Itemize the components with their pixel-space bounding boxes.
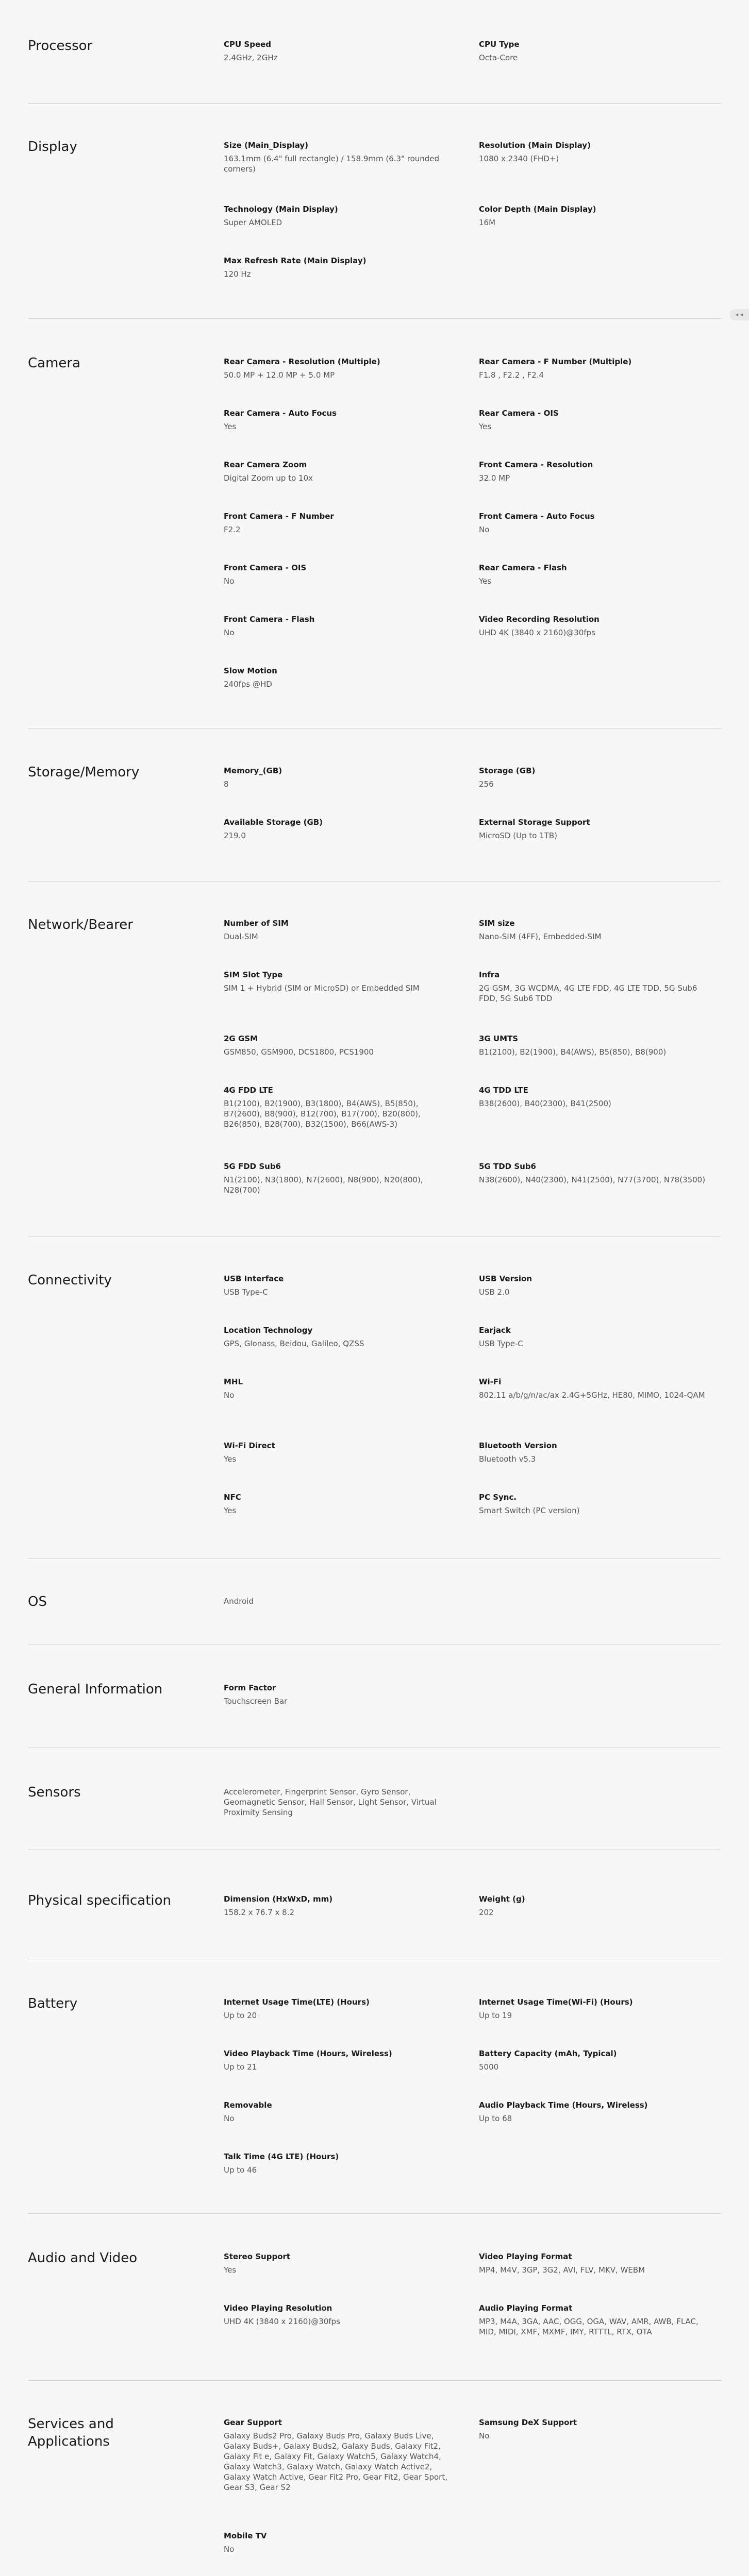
- spec-pc-sync: [479, 1492, 706, 1516]
- spec-label: Earjack: [479, 1326, 511, 1335]
- spec-value: Yes: [224, 1506, 237, 1515]
- spec-display-refresh: [224, 256, 451, 279]
- section-title-services: Services and Applications: [28, 2416, 114, 2449]
- spec-gear-support: [224, 2417, 451, 2493]
- spec-rear-flash: [479, 563, 706, 586]
- spec-video-playback: [224, 2048, 451, 2072]
- spec-label: Audio Playing Format: [479, 2303, 573, 2313]
- spec-cpu-speed: [224, 39, 451, 63]
- spec-value: 802.11 a/b/g/n/ac/ax 2.4G+5GHz, HE80, MIMO, 1024-QAM: [479, 1391, 705, 1400]
- spec-value: 158.2 x 76.7 x 8.2: [224, 1908, 295, 1917]
- spec-label: Internet Usage Time(LTE) (Hours): [224, 1997, 370, 2007]
- spec-front-fnumber: [224, 511, 451, 535]
- spec-value: Up to 46: [224, 2165, 257, 2175]
- spec-display-size: [224, 140, 451, 174]
- spec-display-color-depth: [479, 204, 706, 228]
- spec-value: USB Type-C: [479, 1339, 523, 1348]
- spec-label: Rear Camera Zoom: [224, 460, 307, 469]
- spec-label: SIM size: [479, 919, 515, 928]
- spec-label: Front Camera - Auto Focus: [479, 512, 595, 521]
- spec-3g-umts: [479, 1033, 706, 1057]
- spec-label: Color Depth (Main Display): [479, 205, 596, 214]
- spec-value: N1(2100), N3(1800), N7(2600), N8(900), N20(800), N28(700): [224, 1175, 423, 1195]
- spec-value: Up to 21: [224, 2062, 257, 2072]
- spec-rear-resolution: [224, 357, 451, 380]
- spec-label: Front Camera - F Number: [224, 512, 334, 521]
- spec-label: 3G UMTS: [479, 1034, 519, 1043]
- section-divider: [28, 103, 721, 104]
- spec-value: 219.0: [224, 831, 246, 840]
- spec-value: No: [224, 2545, 235, 2554]
- section-divider: [28, 2213, 721, 2214]
- spec-video-playing-resolution: [224, 2303, 451, 2327]
- spec-label: Size (Main_Display): [224, 141, 308, 150]
- spec-value: F2.2: [224, 525, 241, 534]
- spec-value: Nano-SIM (4FF), Embedded-SIM: [479, 932, 602, 941]
- spec-label: Mobile TV: [224, 2531, 267, 2540]
- spec-label: Wi-Fi: [479, 1377, 502, 1386]
- spec-value: No: [224, 577, 235, 586]
- spec-label: Number of SIM: [224, 919, 289, 928]
- spec-value: Galaxy Buds2 Pro, Galaxy Buds Pro, Galaxy Buds Live, Galaxy Buds+, Galaxy Buds2, Galaxy Buds, Galaxy Fit2, Galaxy Fit e, Galaxy Fit, Galaxy Watch5, Galaxy Watch4, Galaxy Watch3, Galaxy Watch, Galaxy Watch Active2, Galaxy Watch Active, Gear Fit2 Pro, Gear Fit2, Gear Sport, Gear S3, Gear S2: [224, 2431, 447, 2492]
- spec-front-ois: [224, 563, 451, 586]
- section-title-os: OS: [28, 1594, 47, 1609]
- spec-label: Samsung DeX Support: [479, 2418, 577, 2427]
- spec-label: Form Factor: [224, 1683, 276, 1692]
- spec-4g-tdd-lte: [479, 1085, 706, 1109]
- spec-value: 5000: [479, 2062, 499, 2072]
- spec-value: MP3, M4A, 3GA, AAC, OGG, OGA, WAV, AMR, AWB, FLAC, MID, MIDI, XMF, MXMF, IMY, RTTTL, RTX, OTA: [479, 2317, 698, 2336]
- spec-talk-time: [224, 2151, 451, 2175]
- spec-value: 50.0 MP + 12.0 MP + 5.0 MP: [224, 370, 335, 380]
- spec-value: Yes: [224, 1454, 237, 1464]
- spec-label: Internet Usage Time(Wi-Fi) (Hours): [479, 1997, 633, 2007]
- spec-value: Super AMOLED: [224, 218, 282, 227]
- section-divider: [28, 881, 721, 882]
- spec-rear-fnumber: [479, 357, 706, 380]
- spec-video-recording: [479, 614, 706, 638]
- spec-label: CPU Type: [479, 40, 520, 49]
- spec-label: Resolution (Main Display): [479, 141, 591, 150]
- spec-usb-interface: [224, 1274, 451, 1297]
- spec-value: 8: [224, 779, 229, 789]
- spec-mobile-tv: [224, 2531, 451, 2554]
- spec-value: 2G GSM, 3G WCDMA, 4G LTE FDD, 4G LTE TDD, 5G Sub6 FDD, 5G Sub6 TDD: [479, 984, 697, 1003]
- spec-rear-ois: [479, 408, 706, 432]
- spec-removable: [224, 2100, 451, 2124]
- spec-label: Front Camera - Resolution: [479, 460, 593, 469]
- section-title-connectivity: Connectivity: [28, 1273, 112, 1288]
- spec-value: Up to 68: [479, 2114, 512, 2123]
- os-value: Android: [224, 1597, 254, 1606]
- spec-value: Up to 20: [224, 2011, 257, 2020]
- spec-value: 163.1mm (6.4" full rectangle) / 158.9mm (6.3" rounded corners): [224, 154, 440, 174]
- spec-label: 5G FDD Sub6: [224, 1162, 281, 1171]
- section-divider: [28, 1236, 721, 1237]
- spec-value: B1(2100), B2(1900), B3(1800), B4(AWS), B5(850), B7(2600), B8(900), B12(700), B17(700), B20(800), B26(850), B28(700), B32(1500), B66(AWS-3): [224, 1099, 421, 1129]
- spec-value: 240fps @HD: [224, 680, 272, 689]
- spec-label: Weight (g): [479, 1894, 525, 1904]
- spec-value: 120 Hz: [224, 269, 251, 279]
- spec-mhl: [224, 1377, 451, 1400]
- spec-label: Memory_(GB): [224, 766, 282, 775]
- spec-value: 256: [479, 779, 494, 789]
- spec-rear-autofocus: [224, 408, 451, 432]
- spec-value: UHD 4K (3840 x 2160)@30fps: [479, 628, 595, 637]
- spec-label: External Storage Support: [479, 818, 590, 827]
- spec-label: Wi-Fi Direct: [224, 1441, 275, 1450]
- spec-value: GPS, Glonass, Beidou, Galileo, QZSS: [224, 1339, 364, 1348]
- spec-form-factor: [224, 1683, 451, 1706]
- spec-nfc: [224, 1492, 451, 1516]
- spec-value: USB Type-C: [224, 1287, 268, 1297]
- spec-external-storage: [479, 817, 706, 841]
- spec-value: Yes: [479, 422, 492, 431]
- spec-label: 4G FDD LTE: [224, 1086, 273, 1095]
- spec-label: Audio Playback Time (Hours, Wireless): [479, 2100, 648, 2110]
- spec-label: Technology (Main Display): [224, 205, 338, 214]
- spec-wifi-direct: [224, 1440, 451, 1464]
- spec-label: Max Refresh Rate (Main Display): [224, 256, 367, 265]
- spec-value: USB 2.0: [479, 1287, 510, 1297]
- spec-label: Talk Time (4G LTE) (Hours): [224, 2152, 339, 2161]
- spec-front-resolution: [479, 460, 706, 483]
- spec-label: CPU Speed: [224, 40, 272, 49]
- spec-value: F1.8 , F2.2 , F2.4: [479, 370, 544, 380]
- spec-usb-version: [479, 1274, 706, 1297]
- spec-cpu-type: [479, 39, 706, 63]
- spec-earjack: [479, 1325, 706, 1349]
- section-divider: [28, 318, 721, 319]
- spec-bluetooth-version: [479, 1440, 706, 1464]
- section-title-storage: Storage/Memory: [28, 765, 140, 780]
- spec-label: NFC: [224, 1493, 241, 1502]
- spec-value: No: [479, 525, 490, 534]
- spec-label: Available Storage (GB): [224, 818, 323, 827]
- spec-audio-playback: [479, 2100, 706, 2124]
- spec-label: PC Sync.: [479, 1493, 517, 1502]
- spec-value: Smart Switch (PC version): [479, 1506, 580, 1515]
- spec-value: Up to 19: [479, 2011, 512, 2020]
- spec-location-technology: [224, 1325, 451, 1349]
- spec-value: Yes: [479, 577, 492, 586]
- spec-audio-playing-format: [479, 2303, 706, 2337]
- spec-value: Yes: [224, 2265, 237, 2275]
- spec-value: Touchscreen Bar: [224, 1697, 288, 1706]
- spec-label: Slow Motion: [224, 666, 277, 675]
- section-title-display: Display: [28, 139, 77, 155]
- spec-label: 2G GSM: [224, 1034, 258, 1043]
- spec-available-storage: [224, 817, 451, 841]
- spec-value: No: [224, 2114, 235, 2123]
- spec-front-autofocus: [479, 511, 706, 535]
- section-title-sensors: Sensors: [28, 1785, 81, 1800]
- spec-value: GSM850, GSM900, DCS1800, PCS1900: [224, 1047, 374, 1057]
- spec-label: Front Camera - OIS: [224, 563, 307, 572]
- spec-label: Location Technology: [224, 1326, 313, 1335]
- spec-5g-fdd-sub6: [224, 1161, 451, 1195]
- spec-value: Dual-SIM: [224, 932, 258, 941]
- section-title-audio-video: Audio and Video: [28, 2250, 138, 2266]
- spec-label: SIM Slot Type: [224, 970, 283, 979]
- spec-internet-wifi: [479, 1997, 706, 2021]
- section-title-processor: Processor: [28, 38, 93, 54]
- spec-label: Stereo Support: [224, 2252, 291, 2261]
- spec-value: 16M: [479, 218, 496, 227]
- spec-label: Bluetooth Version: [479, 1441, 557, 1450]
- section-divider: [28, 2380, 721, 2381]
- spec-infra: [479, 970, 706, 1004]
- spec-5g-tdd-sub6: [479, 1161, 706, 1185]
- spec-2g-gsm: [224, 1033, 451, 1057]
- spec-label: 5G TDD Sub6: [479, 1162, 536, 1171]
- section-title-battery: Battery: [28, 1996, 78, 2011]
- spec-weight: [479, 1894, 706, 1918]
- spec-value: 2.4GHz, 2GHz: [224, 53, 278, 62]
- spec-value: Digital Zoom up to 10x: [224, 473, 313, 483]
- spec-value: Octa-Core: [479, 53, 518, 62]
- spec-label: Video Playback Time (Hours, Wireless): [224, 2049, 392, 2058]
- spec-value: MicroSD (Up to 1TB): [479, 831, 558, 840]
- spec-value: Bluetooth v5.3: [479, 1454, 536, 1464]
- spec-label: Rear Camera - Flash: [479, 563, 567, 572]
- spec-value: SIM 1 + Hybrid (SIM or MicroSD) or Embedded SIM: [224, 984, 420, 993]
- spec-label: Rear Camera - OIS: [479, 409, 559, 418]
- spec-value: 1080 x 2340 (FHD+): [479, 154, 559, 163]
- spec-memory: [224, 766, 451, 789]
- spec-label: MHL: [224, 1377, 243, 1386]
- spec-display-resolution: [479, 140, 706, 164]
- spec-sim-size: [479, 918, 706, 942]
- spec-label: Video Recording Resolution: [479, 615, 600, 624]
- spec-label: Rear Camera - Resolution (Multiple): [224, 357, 380, 366]
- spec-value: 32.0 MP: [479, 473, 510, 483]
- spec-value: B1(2100), B2(1900), B4(AWS), B5(850), B8(900): [479, 1047, 667, 1057]
- section-title-camera: Camera: [28, 355, 81, 371]
- spec-value: No: [479, 2431, 490, 2441]
- spec-label: USB Version: [479, 1274, 532, 1283]
- spec-label: Video Playing Resolution: [224, 2303, 332, 2313]
- spec-internet-lte: [224, 1997, 451, 2021]
- spec-dimension: [224, 1894, 451, 1918]
- spec-display-technology: [224, 204, 451, 228]
- spec-value: 202: [479, 1908, 494, 1917]
- spec-label: Video Playing Format: [479, 2252, 572, 2261]
- spec-label: Removable: [224, 2100, 272, 2110]
- spec-label: Rear Camera - F Number (Multiple): [479, 357, 632, 366]
- spec-value: Yes: [224, 422, 237, 431]
- spec-value: N38(2600), N40(2300), N41(2500), N77(3700), N78(3500): [479, 1175, 706, 1184]
- spec-slow-motion: [224, 666, 451, 689]
- sensors-value: Accelerometer, Fingerprint Sensor, Gyro Sensor, Geomagnetic Sensor, Hall Sensor, Light Sensor, Virtual Proximity Sensing: [224, 1787, 437, 1817]
- spec-value: No: [224, 1391, 235, 1400]
- spec-label: Storage (GB): [479, 766, 536, 775]
- spec-value: MP4, M4V, 3GP, 3G2, AVI, FLV, MKV, WEBM: [479, 2265, 645, 2275]
- spec-number-of-sim: [224, 918, 451, 942]
- spec-label: Rear Camera - Auto Focus: [224, 409, 337, 418]
- spec-label: 4G TDD LTE: [479, 1086, 528, 1095]
- spec-wifi: [479, 1377, 706, 1400]
- spec-label: Infra: [479, 970, 500, 979]
- section-title-general: General Information: [28, 1682, 163, 1697]
- spec-label: Dimension (HxWxD, mm): [224, 1894, 333, 1904]
- spec-value: UHD 4K (3840 x 2160)@30fps: [224, 2317, 340, 2326]
- spec-front-flash: [224, 614, 451, 638]
- section-title-physical: Physical specification: [28, 1893, 172, 1908]
- spec-label: Front Camera - Flash: [224, 615, 315, 624]
- spec-stereo-support: [224, 2251, 451, 2275]
- spec-dex-support: [479, 2417, 706, 2441]
- spec-sim-slot: [224, 970, 451, 993]
- spec-label: Battery Capacity (mAh, Typical): [479, 2049, 617, 2058]
- spec-value: No: [224, 628, 235, 637]
- section-divider: [28, 728, 721, 729]
- spec-rear-zoom: [224, 460, 451, 483]
- spec-video-playing-format: [479, 2251, 706, 2275]
- spec-value: B38(2600), B40(2300), B41(2500): [479, 1099, 611, 1108]
- spec-label: Gear Support: [224, 2418, 282, 2427]
- spec-storage: [479, 766, 706, 789]
- spec-4g-fdd-lte: [224, 1085, 451, 1129]
- back-to-top-tab[interactable]: ◂ ◂: [729, 309, 749, 320]
- spec-battery-capacity: [479, 2048, 706, 2072]
- section-title-network: Network/Bearer: [28, 917, 133, 933]
- spec-label: USB Interface: [224, 1274, 284, 1283]
